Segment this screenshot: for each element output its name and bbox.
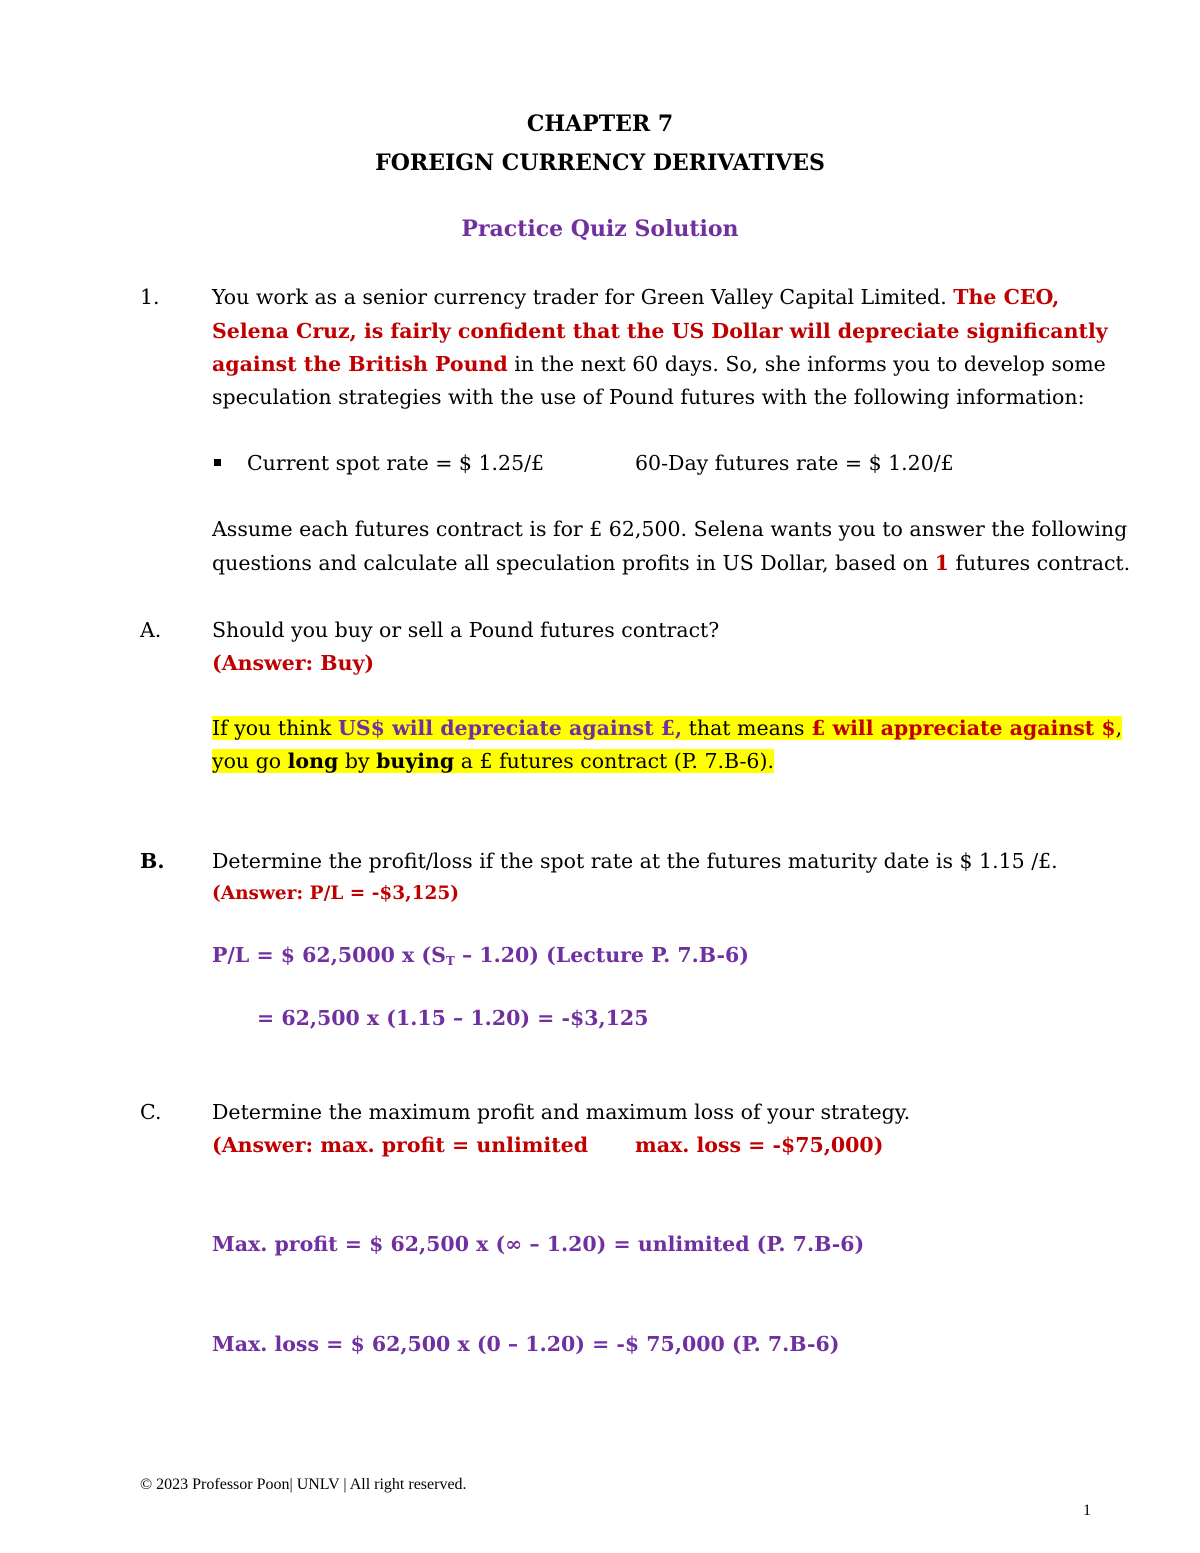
explanation-text: by xyxy=(338,749,377,773)
part-a-explanation-2 xyxy=(212,746,774,776)
explanation-text: If you think xyxy=(212,716,338,740)
q1-text: You work as a senior currency trader for Green Valley Capital Limited. xyxy=(212,285,954,309)
part-c-answer-profit: (Answer: max. profit = unlimited xyxy=(212,1133,589,1157)
part-b-answer: (Answer: P/L = -$3,125) xyxy=(212,883,459,904)
q1-line-2: Selena Cruz, is fairly confident that the US Dollar will depreciate significantly xyxy=(212,319,1108,343)
q1-emphasis: The CEO, xyxy=(953,285,1060,309)
part-b-marker: B. xyxy=(140,849,165,873)
explanation-text: a £ futures contract (P. 7.B-6). xyxy=(454,749,774,773)
assumption-line-2 xyxy=(212,548,1130,578)
page-subtitle: Practice Quiz Solution xyxy=(461,216,739,242)
explanation-emphasis: buying xyxy=(376,749,455,773)
part-a-marker: A. xyxy=(140,618,162,642)
formula-text: – 1.20) (Lecture P. 7.B-6) xyxy=(454,943,749,967)
explanation-emphasis: US$ will depreciate against £, xyxy=(337,716,683,740)
part-c-answer-loss: max. loss = -$75,000) xyxy=(635,1133,884,1157)
assumption-text: questions and calculate all speculation profits in US Dollar, based on xyxy=(212,551,935,575)
q1-emphasis: against the British Pound xyxy=(212,352,508,376)
q1-text: in the next 60 days. So, she informs you to develop some xyxy=(507,352,1106,376)
footer-copyright: © 2023 Professor Poon| UNLV | All right reserved. xyxy=(140,1476,467,1493)
contract-count: 1 xyxy=(934,551,949,575)
q1-line-1 xyxy=(212,282,1059,312)
part-a-question: Should you buy or sell a Pound futures contract? xyxy=(212,618,720,642)
formula-subscript: T xyxy=(445,954,455,968)
chapter-heading: CHAPTER 7 xyxy=(526,111,674,137)
part-a-explanation-1 xyxy=(212,713,1122,743)
spot-rate: Current spot rate = $ 1.25/£ xyxy=(247,451,545,475)
formula-text: P/L = $ 62,5000 x (S xyxy=(212,943,446,967)
explanation-text: you go xyxy=(212,749,288,773)
part-a-answer: (Answer: Buy) xyxy=(212,651,375,675)
q1-line-3 xyxy=(212,349,1106,379)
page-number: 1 xyxy=(1083,1502,1091,1519)
explanation-text: , xyxy=(1115,716,1123,740)
explanation-emphasis: long xyxy=(287,749,339,773)
question-number: 1. xyxy=(140,285,160,309)
futures-rate: 60-Day futures rate = $ 1.20/£ xyxy=(635,451,954,475)
bullet-square-icon xyxy=(214,459,221,466)
part-c-question: Determine the maximum profit and maximum loss of your strategy. xyxy=(212,1100,911,1124)
q1-line-4: speculation strategies with the use of Pound futures with the following information: xyxy=(212,385,1085,409)
explanation-emphasis: £ will appreciate against $ xyxy=(811,716,1116,740)
assumption-text: futures contract. xyxy=(948,551,1131,575)
part-b-question: Determine the profit/loss if the spot rate at the futures maturity date is $ 1.15 /£. xyxy=(212,849,1058,873)
max-profit-formula: Max. profit = $ 62,500 x (∞ – 1.20) = unlimited (P. 7.B-6) xyxy=(212,1232,865,1256)
max-loss-formula: Max. loss = $ 62,500 x (0 – 1.20) = -$ 75,000 (P. 7.B-6) xyxy=(212,1332,840,1356)
part-b-calculation: = 62,500 x (1.15 – 1.20) = -$3,125 xyxy=(257,1006,649,1030)
part-c-marker: C. xyxy=(140,1100,162,1124)
chapter-title: FOREIGN CURRENCY DERIVATIVES xyxy=(375,150,825,176)
assumption-line-1: Assume each futures contract is for £ 62,500. Selena wants you to answer the following xyxy=(212,517,1128,541)
explanation-text: that means xyxy=(682,716,812,740)
part-b-formula xyxy=(212,940,749,976)
